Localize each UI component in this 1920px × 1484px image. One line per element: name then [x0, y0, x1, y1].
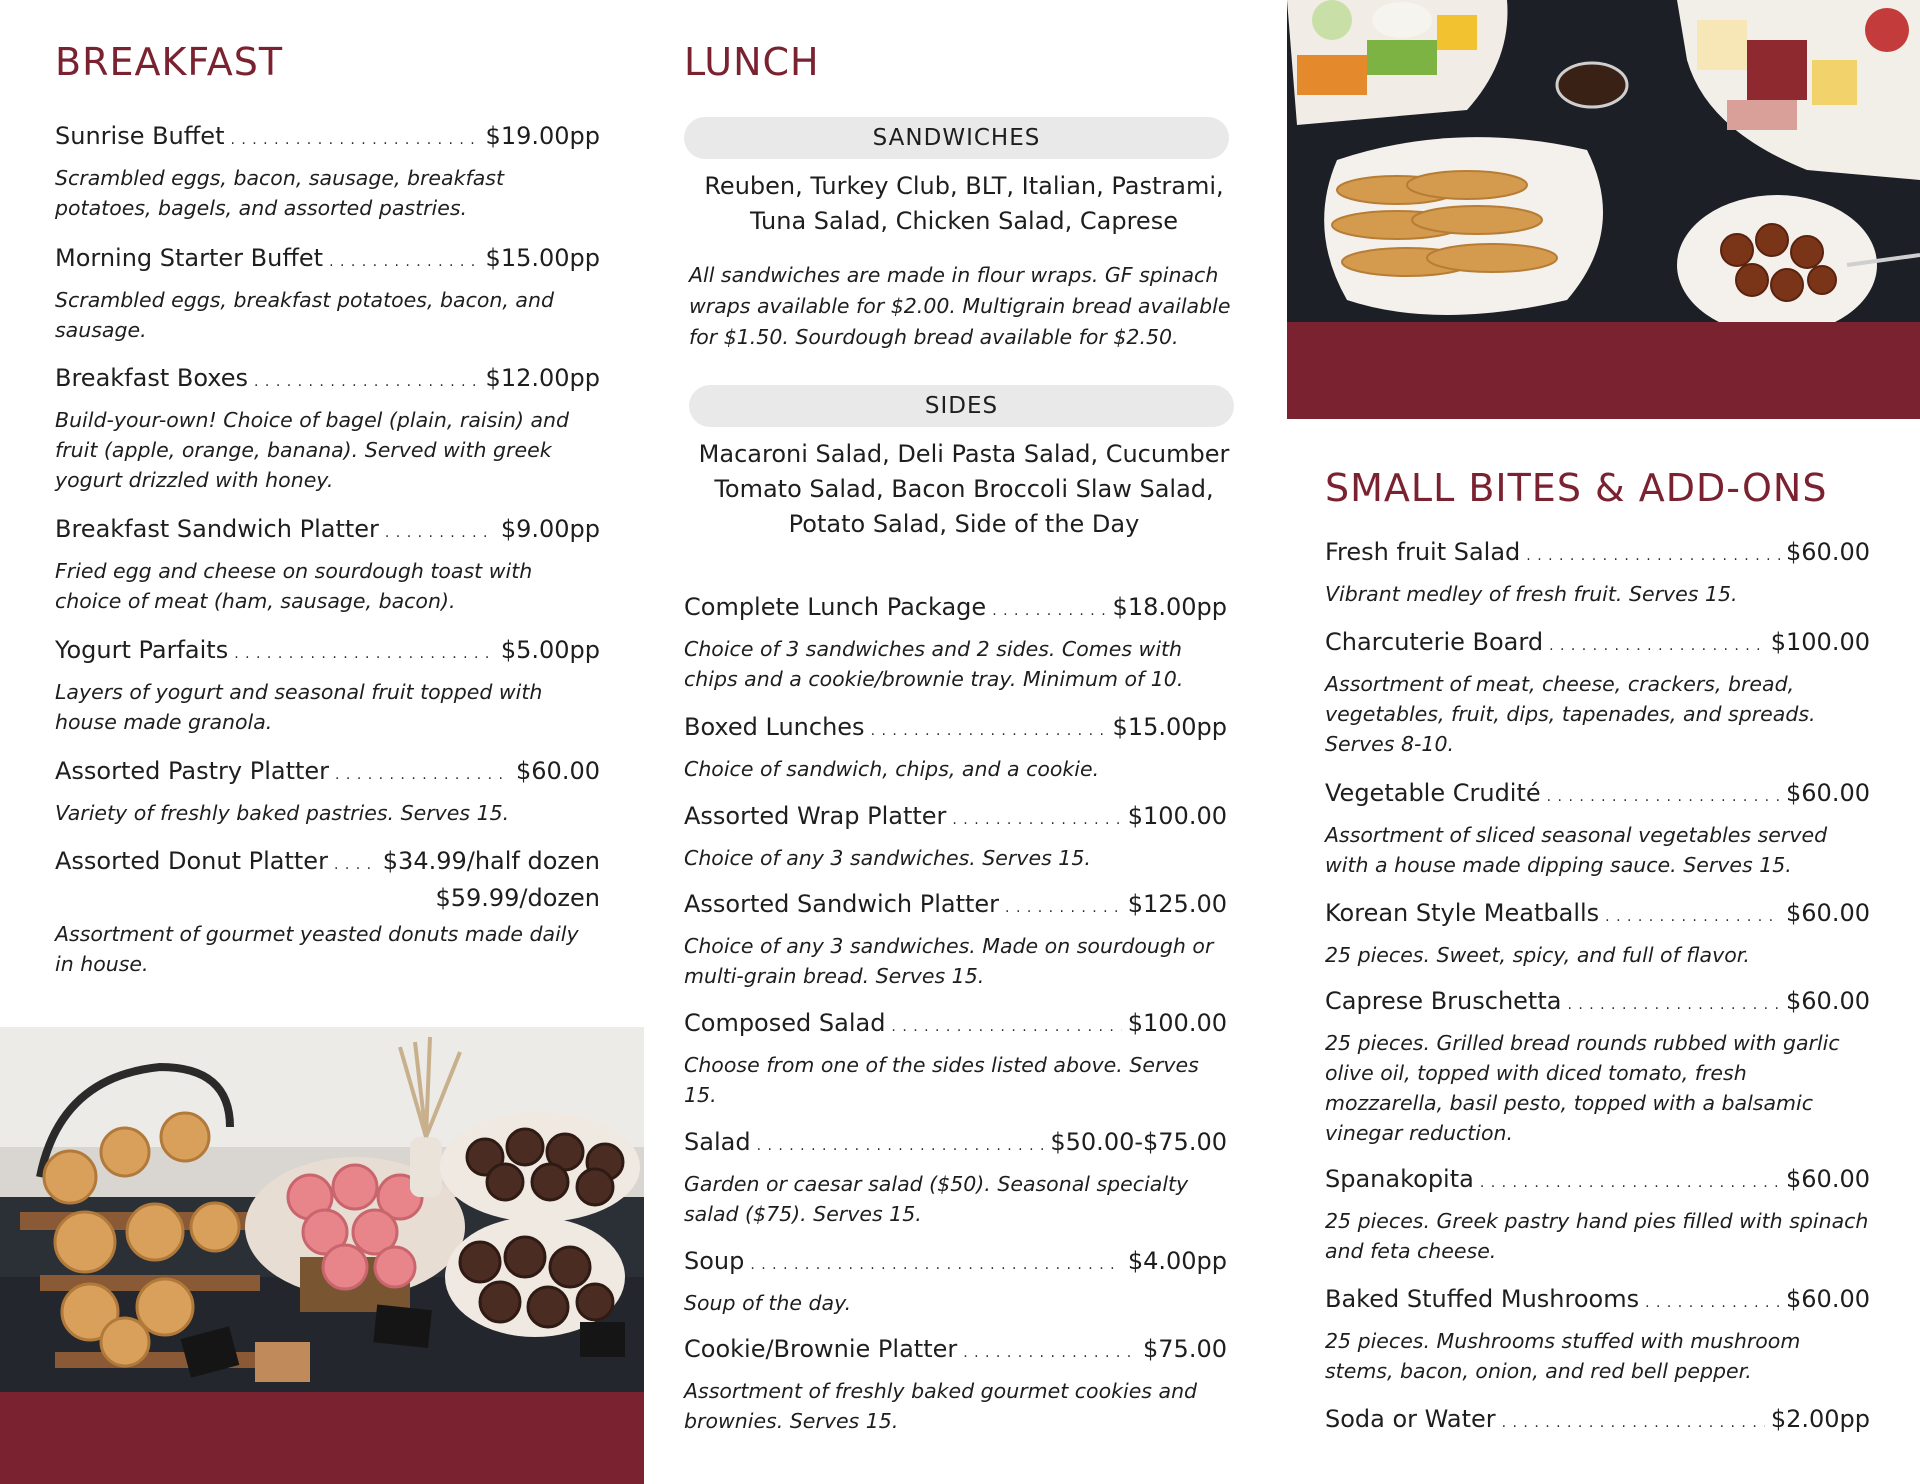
- item-name: Composed Salad: [684, 1009, 886, 1037]
- item-description: Assortment of sliced seasonal vegetables served with a house made dipping sauce. Serves 15.: [1325, 823, 1828, 877]
- dot-leader: [1605, 902, 1780, 932]
- item-description: Choice of any 3 sandwiches. Serves 15.: [684, 846, 1091, 870]
- menu-item: [1325, 537, 1870, 609]
- item-price: $15.00pp: [485, 244, 600, 272]
- sides-list: Macaroni Salad, Deli Pasta Salad, Cucumber Tomato Salad, Bacon Broccoli Slaw Salad, Potato Salad, Side of the Day: [698, 440, 1230, 538]
- small-bites-title: SMALL BITES & ADD-ONS: [1325, 466, 1828, 510]
- item-price: $100.00: [1127, 1009, 1227, 1037]
- dot-leader: [254, 367, 480, 397]
- dot-leader: [1480, 1168, 1780, 1198]
- item-name: Assorted Sandwich Platter: [684, 890, 1000, 918]
- dot-leader: [335, 760, 510, 790]
- item-description: 25 pieces. Mushrooms stuffed with mushroom stems, bacon, onion, and red bell pepper.: [1325, 1329, 1801, 1383]
- breakfast-column: [55, 0, 600, 1000]
- item-name: Soup: [684, 1247, 745, 1275]
- item-price: $60.00: [1786, 987, 1870, 1015]
- menu-item: [684, 801, 1227, 873]
- menu-item: [55, 363, 600, 495]
- dot-leader: [750, 1250, 1121, 1280]
- menu-item: [1325, 1284, 1870, 1386]
- dot-leader: [963, 1338, 1137, 1368]
- item-price: $60.00: [1786, 1285, 1870, 1313]
- item-name: Assorted Donut Platter: [55, 847, 328, 875]
- menu-item: [684, 1127, 1227, 1229]
- item-description: Variety of freshly baked pastries. Serves 15.: [55, 801, 510, 825]
- dot-leader: [1567, 990, 1780, 1020]
- item-description: Scrambled eggs, bacon, sausage, breakfast potatoes, bagels, and assorted pastries.: [55, 166, 504, 220]
- item-name: Soda or Water: [1325, 1405, 1496, 1433]
- item-name: Baked Stuffed Mushrooms: [1325, 1285, 1640, 1313]
- item-description: Choice of 3 sandwiches and 2 sides. Comes with chips and a cookie/brownie tray. Minimum of 10.: [684, 637, 1184, 691]
- menu-item: [684, 1246, 1227, 1318]
- item-price-secondary: $59.99/dozen: [435, 884, 600, 912]
- menu-item: [1325, 1164, 1870, 1266]
- item-description: Assortment of freshly baked gourmet cookies and brownies. Serves 15.: [684, 1379, 1198, 1433]
- item-price: $125.00: [1127, 890, 1227, 918]
- dot-leader: [992, 596, 1106, 626]
- menu-item: [55, 846, 600, 979]
- dot-leader: [234, 639, 495, 669]
- item-name: Assorted Wrap Platter: [684, 802, 947, 830]
- item-name: Breakfast Sandwich Platter: [55, 515, 379, 543]
- item-price: $15.00pp: [1112, 713, 1227, 741]
- menu-item: [1325, 1404, 1870, 1438]
- dot-leader: [757, 1131, 1045, 1161]
- dot-leader: [1549, 631, 1765, 661]
- menu-item: [1325, 986, 1870, 1148]
- menu-item: [55, 635, 600, 737]
- item-price: $2.00pp: [1770, 1405, 1870, 1433]
- item-description: Choice of any 3 sandwiches. Made on sourdough or multi-grain bread. Serves 15.: [684, 934, 1214, 988]
- dot-leader: [891, 1012, 1121, 1042]
- item-description: Vibrant medley of fresh fruit. Serves 15.: [1325, 582, 1738, 606]
- small-bites-column: [1325, 0, 1870, 1484]
- item-name: Spanakopita: [1325, 1165, 1474, 1193]
- donut-photo-illustration: [0, 1027, 644, 1392]
- dot-leader: [230, 125, 479, 155]
- item-name: Fresh fruit Salad: [1325, 538, 1521, 566]
- item-price: $34.99/half dozen: [382, 847, 600, 875]
- item-price: $60.00: [1786, 1165, 1870, 1193]
- maroon-band-left: [0, 1392, 644, 1484]
- item-price: $60.00: [1786, 538, 1870, 566]
- item-description: Build-your-own! Choice of bagel (plain, raisin) and fruit (apple, orange, banana). Served with greek yogurt drizzled with honey.: [55, 408, 570, 492]
- menu-item: [1325, 778, 1870, 880]
- item-name: Cookie/Brownie Platter: [684, 1335, 958, 1363]
- item-name: Korean Style Meatballs: [1325, 899, 1600, 927]
- sandwiches-heading: SANDWICHES: [684, 117, 1229, 159]
- dot-leader: [1547, 782, 1780, 812]
- item-description: Scrambled eggs, breakfast potatoes, bacon, and sausage.: [55, 288, 554, 342]
- menu-item: [1325, 898, 1870, 970]
- menu-item: [1325, 627, 1870, 759]
- menu-item: [55, 121, 600, 223]
- lunch-title: LUNCH: [684, 40, 820, 84]
- item-price: $50.00-$75.00: [1050, 1128, 1227, 1156]
- item-description: Assortment of meat, cheese, crackers, bread, vegetables, fruit, dips, tapenades, and spreads. Serves 8-10.: [1325, 672, 1816, 756]
- item-price: $100.00: [1127, 802, 1227, 830]
- item-price: $18.00pp: [1112, 593, 1227, 621]
- item-price: $100.00: [1770, 628, 1870, 656]
- item-name: Breakfast Boxes: [55, 364, 249, 392]
- dot-leader: [1005, 893, 1122, 923]
- sandwiches-list: Reuben, Turkey Club, BLT, Italian, Pastrami, Tuna Salad, Chicken Salad, Caprese: [704, 172, 1224, 235]
- dot-leader: [952, 805, 1121, 835]
- breakfast-title: BREAKFAST: [55, 40, 284, 84]
- item-description: 25 pieces. Sweet, spicy, and full of flavor.: [1325, 943, 1750, 967]
- item-price: $9.00pp: [500, 515, 600, 543]
- item-name: Salad: [684, 1128, 751, 1156]
- dot-leader: [385, 518, 495, 548]
- sides-heading: SIDES: [689, 385, 1234, 427]
- item-price: $60.00: [516, 757, 600, 785]
- item-name: Complete Lunch Package: [684, 593, 987, 621]
- item-name: Sunrise Buffet: [55, 122, 225, 150]
- menu-item: [684, 712, 1227, 784]
- dot-leader: [329, 247, 479, 277]
- item-description: 25 pieces. Grilled bread rounds rubbed with garlic olive oil, topped with diced tomato, fresh mozzarella, basil pesto, topped with a balsamic vinegar reduction.: [1325, 1031, 1840, 1145]
- menu-item: [55, 514, 600, 616]
- item-price: $60.00: [1786, 779, 1870, 807]
- item-name: Assorted Pastry Platter: [55, 757, 330, 785]
- item-description: Garden or caesar salad ($50). Seasonal specialty salad ($75). Serves 15.: [684, 1172, 1189, 1226]
- item-name: Charcuterie Board: [1325, 628, 1544, 656]
- menu-item: [684, 1008, 1227, 1110]
- menu-item: [684, 889, 1227, 991]
- menu-item: [684, 592, 1227, 694]
- item-name: Morning Starter Buffet: [55, 244, 324, 272]
- item-description: Layers of yogurt and seasonal fruit topped with house made granola.: [55, 680, 543, 734]
- item-description: 25 pieces. Greek pastry hand pies filled with spinach and feta cheese.: [1325, 1209, 1869, 1263]
- dot-leader: [334, 850, 377, 880]
- menu-item: [55, 243, 600, 345]
- item-price: $75.00: [1143, 1335, 1227, 1363]
- item-price: $19.00pp: [485, 122, 600, 150]
- item-price: $12.00pp: [485, 364, 600, 392]
- item-description: Fried egg and cheese on sourdough toast with choice of meat (ham, sausage, bacon).: [55, 559, 533, 613]
- item-description: Assortment of gourmet yeasted donuts made daily in house.: [55, 922, 579, 976]
- item-name: Boxed Lunches: [684, 713, 865, 741]
- item-description: Soup of the day.: [684, 1291, 852, 1315]
- sandwiches-note: All sandwiches are made in flour wraps. GF spinach wraps available for $2.00. Multigrain bread available for $1.50. Sourdough bread available for $2.50.: [689, 263, 1231, 349]
- item-price: $5.00pp: [500, 636, 600, 664]
- donut-display-photo: [0, 1027, 644, 1392]
- item-description: Choose from one of the sides listed above. Serves 15.: [684, 1053, 1199, 1107]
- menu-item: [55, 756, 600, 828]
- item-name: Vegetable Crudité: [1325, 779, 1541, 807]
- lunch-column: [684, 0, 1244, 1484]
- item-name: Caprese Bruschetta: [1325, 987, 1562, 1015]
- dot-leader: [871, 716, 1107, 746]
- dot-leader: [1645, 1288, 1780, 1318]
- item-price: $60.00: [1786, 899, 1870, 927]
- item-price: $4.00pp: [1127, 1247, 1227, 1275]
- item-name: Yogurt Parfaits: [55, 636, 229, 664]
- item-description: Choice of sandwich, chips, and a cookie.: [684, 757, 1100, 781]
- dot-leader: [1526, 541, 1780, 571]
- menu-item: [684, 1334, 1227, 1436]
- dot-leader: [1502, 1408, 1765, 1438]
